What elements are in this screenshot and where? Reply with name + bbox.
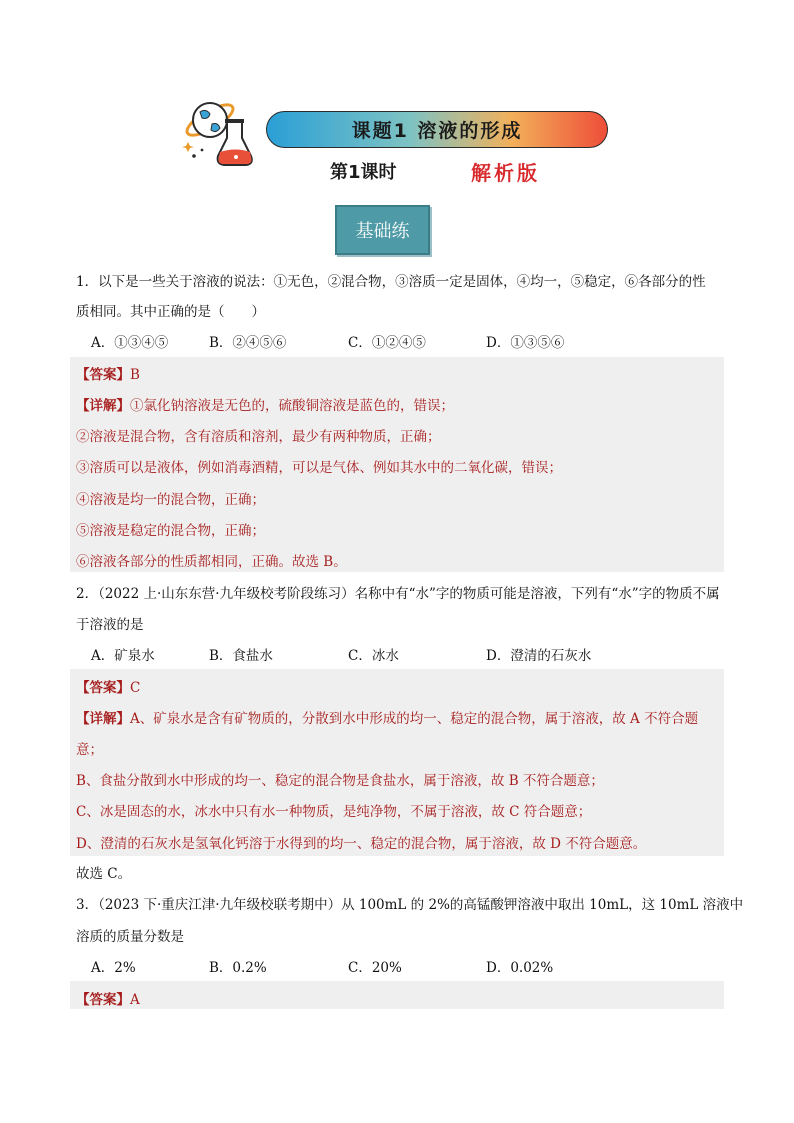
q2-detail-line3: B、食盐分散到水中形成的均一、稳定的混合物是食盐水，属于溶液，故 B 不符合题意；	[76, 773, 604, 789]
section-heading: 基础练	[355, 221, 410, 242]
q2-option-d: D．澄清的石灰水	[486, 648, 592, 664]
science-logo-icon	[180, 94, 258, 172]
q2-detail-line1	[76, 707, 698, 727]
answer-tag: 【答案】	[76, 992, 130, 1008]
q1-detail-line2: ②溶液是混合物，含有溶质和溶剂，最少有两种物质，正确；	[76, 429, 441, 445]
q1-option-d: D．①③⑤⑥	[486, 335, 565, 351]
detail-tag: 【详解】	[76, 398, 130, 414]
answer-tag: 【答案】	[76, 680, 130, 696]
q1-option-b: B．②④⑤⑥	[209, 335, 287, 351]
answer-tag: 【答案】	[76, 367, 130, 383]
q3-answer-value: A	[130, 992, 140, 1008]
q2-detail-text: A、矿泉水是含有矿物质的，分散到水中形成的均一、稳定的混合物，属于溶液，故 A 不符合题	[130, 711, 699, 727]
q2-answer	[76, 676, 140, 696]
q1-option-c: C．①②④⑤	[348, 335, 426, 351]
q2-detail-line5: D、澄清的石灰水是氢氧化钙溶于水得到的均一、稳定的混合物，属于溶液，故 D 不符合题意。	[76, 836, 647, 852]
q1-stem-line2: 质相同。其中正确的是（ ）	[76, 304, 265, 320]
q2-answer-band	[70, 669, 724, 856]
q2-option-a: A．矿泉水	[91, 648, 155, 664]
q1-detail-line4: ④溶液是均一的混合物，正确；	[76, 492, 265, 508]
q1-option-a: A．①③④⑤	[91, 335, 169, 351]
q2-detail-line4: C、冰是固态的水，冰水中只有水一种物质，是纯净物，不属于溶液，故 C 符合题意；	[76, 804, 592, 820]
section-heading-box	[335, 205, 430, 255]
q3-option-a: A．2%	[91, 960, 136, 976]
q3-stem-line2: 溶质的质量分数是	[76, 929, 184, 945]
q1-stem-line1: 1．以下是一些关于溶液的说法：①无色，②混合物，③溶质一定是固体，④均一，⑤稳定，⑥各部分的性	[76, 274, 706, 290]
q1-answer	[76, 363, 140, 383]
q2-detail-line2: 意；	[76, 742, 103, 758]
lesson-title-banner	[266, 111, 608, 148]
q1-detail-line1	[76, 394, 454, 414]
q2-answer-value: C	[130, 680, 141, 696]
lesson-period: 第1课时	[330, 162, 397, 183]
q3-answer	[76, 988, 140, 1008]
q1-detail-line5: ⑤溶液是稳定的混合物，正确；	[76, 523, 265, 539]
q3-stem-line1: 3．（2023 下·重庆江津·九年级校联考期中）从 100mL 的 2%的高锰酸钾溶液中取出 10mL，这 10mL 溶液中	[76, 897, 744, 913]
q2-stem-line2: 于溶液的是	[76, 617, 144, 633]
q1-detail-line3: ③溶质可以是液体，例如消毒酒精，可以是气体、例如其水中的二氧化碳，错误；	[76, 460, 562, 476]
q2-option-b: B．食盐水	[209, 648, 273, 664]
q2-conclusion: 故选 C。	[76, 866, 132, 882]
q2-stem-line1: 2．（2022 上·山东东营·九年级校考阶段练习）名称中有“水”字的物质可能是溶液，下列有“水”字的物质不属	[76, 586, 720, 602]
edition-label: 解析版	[471, 161, 540, 185]
q1-detail-text: ①氯化钠溶液是无色的，硫酸铜溶液是蓝色的，错误；	[130, 398, 454, 414]
q1-detail-line6: ⑥溶液各部分的性质都相同，正确。故选 B。	[76, 554, 347, 570]
q3-option-c: C．20%	[348, 960, 402, 976]
q1-answer-value: B	[130, 367, 140, 383]
q3-option-b: B．0.2%	[209, 960, 267, 976]
lesson-title: 课题1 溶液的形成	[351, 120, 523, 142]
q2-option-c: C．冰水	[348, 648, 399, 664]
detail-tag: 【详解】	[76, 711, 130, 727]
q3-answer-band	[70, 981, 724, 1009]
q3-option-d: D．0.02%	[486, 960, 554, 976]
